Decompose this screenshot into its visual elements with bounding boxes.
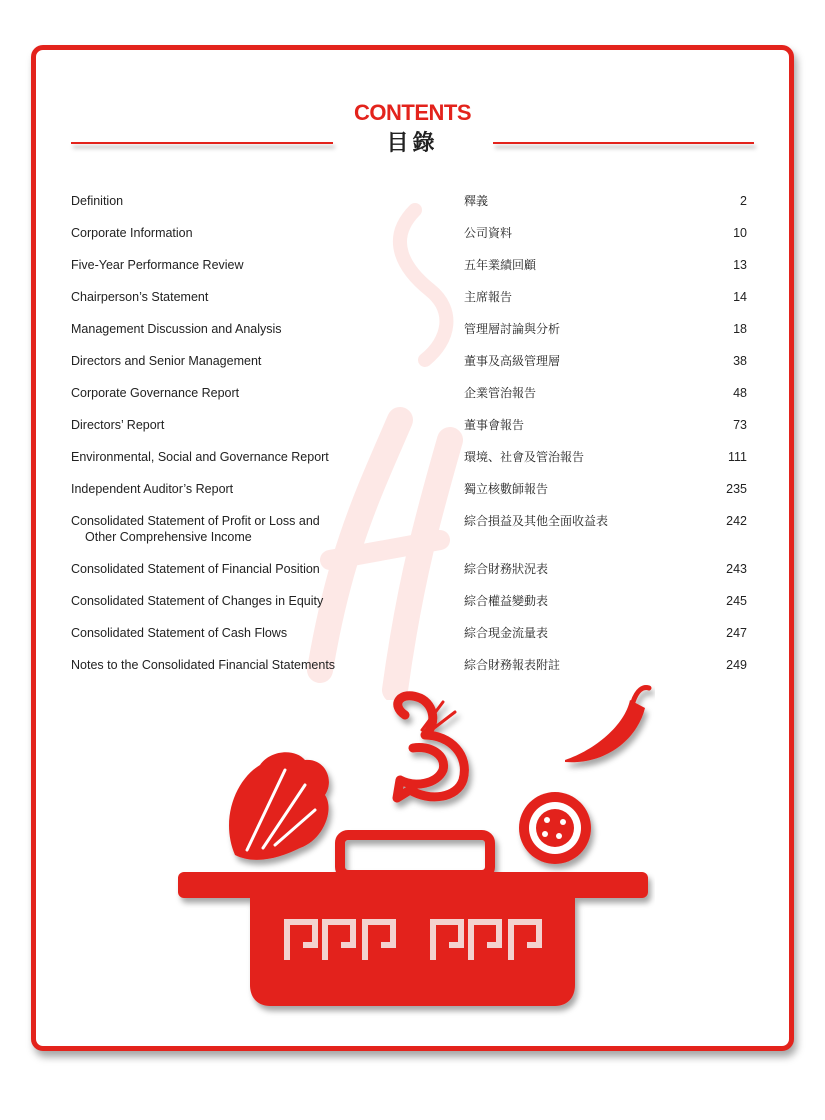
toc-title-en: Five-Year Performance Review: [71, 258, 244, 272]
toc-title-zh: 董事會報告: [464, 418, 525, 432]
toc-row[interactable]: [71, 593, 747, 625]
toc-title-en: Independent Auditor’s Report: [71, 482, 234, 496]
toc-page-number: 10: [733, 226, 747, 240]
toc-title-en: Chairperson’s Statement: [71, 290, 209, 304]
toc-title-zh: 五年業績回顧: [464, 258, 537, 272]
toc-title-zh: 釋義: [464, 194, 489, 208]
toc-title-en: Notes to the Consolidated Financial Statements: [71, 658, 336, 672]
toc-title-zh: 綜合財務報表附註: [464, 658, 561, 672]
toc-page-number: 18: [733, 322, 747, 336]
toc-row[interactable]: [71, 353, 747, 385]
toc-row[interactable]: [71, 289, 747, 321]
toc-row[interactable]: [71, 513, 747, 561]
page-title: CONTENTS: [354, 100, 471, 125]
toc-title-zh: 董事及高級管理層: [464, 354, 561, 368]
hotpot-illustration: [175, 680, 655, 1020]
toc-row[interactable]: [71, 417, 747, 449]
toc-title-en: Corporate Information: [71, 226, 193, 240]
toc-row[interactable]: [71, 625, 747, 657]
toc-title-zh: 綜合損益及其他全面收益表: [464, 514, 609, 528]
toc-page-number: 2: [740, 194, 747, 208]
toc-title-en: Consolidated Statement of Changes in Equity: [71, 594, 324, 608]
toc-row[interactable]: [71, 257, 747, 289]
toc-title-en: Definition: [71, 194, 124, 208]
toc-page-number: 111: [727, 450, 747, 464]
toc-row[interactable]: [71, 385, 747, 417]
toc-row[interactable]: [71, 193, 747, 225]
toc-title-zh: 環境、社會及管治報告: [464, 450, 585, 464]
toc-title-en-line1: Consolidated Statement of Profit or Loss and: [71, 514, 320, 528]
toc-page-number: 48: [733, 386, 747, 400]
toc-title-en: Consolidated Statement of Cash Flows: [71, 626, 288, 640]
toc-title-zh: 綜合權益變動表: [464, 594, 549, 608]
toc-page-number: 242: [726, 514, 747, 528]
toc-row[interactable]: [71, 561, 747, 593]
lettuce-icon: [229, 752, 329, 860]
toc-row[interactable]: [71, 481, 747, 513]
toc-title-zh: 企業管治報告: [464, 386, 537, 400]
title-rule-left: [71, 142, 333, 144]
toc-page-number: 73: [733, 418, 747, 432]
toc-title-en: Management Discussion and Analysis: [71, 322, 282, 336]
toc-title-en: [71, 513, 421, 545]
toc-page-number: 245: [726, 594, 747, 608]
toc-row[interactable]: [71, 225, 747, 257]
toc-page-number: 249: [726, 658, 747, 672]
toc-page-number: 38: [733, 354, 747, 368]
chili-icon: [565, 688, 649, 763]
toc-page-number: 243: [726, 562, 747, 576]
shrimp-icon: [397, 696, 464, 798]
toc-title-en: Consolidated Statement of Financial Position: [71, 562, 320, 576]
toc-title-zh: 公司資料: [464, 226, 513, 240]
hotpot-icon: [178, 835, 648, 1006]
toc-row[interactable]: [71, 449, 747, 481]
toc-page-number: 14: [733, 290, 747, 304]
toc-title-zh: 獨立核數師報告: [464, 482, 549, 496]
toc-title-en: Directors’ Report: [71, 418, 165, 432]
toc-title-zh: 管理層討論與分析: [464, 322, 561, 336]
toc-title-en: Corporate Governance Report: [71, 386, 240, 400]
toc-page-number: 13: [733, 258, 747, 272]
toc-title-zh: 綜合財務狀況表: [464, 562, 549, 576]
toc-title-en: Directors and Senior Management: [71, 354, 262, 368]
tomato-icon: [519, 792, 591, 864]
toc-title-zh: 綜合現金流量表: [464, 626, 549, 640]
toc-title-en-line2: Other Comprehensive Income: [85, 530, 252, 544]
table-of-contents: [71, 193, 747, 689]
toc-title-zh: 主席報告: [464, 290, 513, 304]
toc-page-number: 247: [726, 626, 747, 640]
toc-page-number: 235: [726, 482, 747, 496]
page-subtitle: 目錄: [386, 131, 439, 156]
title-rule-right: [493, 142, 754, 144]
toc-title-en: Environmental, Social and Governance Report: [71, 450, 329, 464]
toc-row[interactable]: [71, 321, 747, 353]
